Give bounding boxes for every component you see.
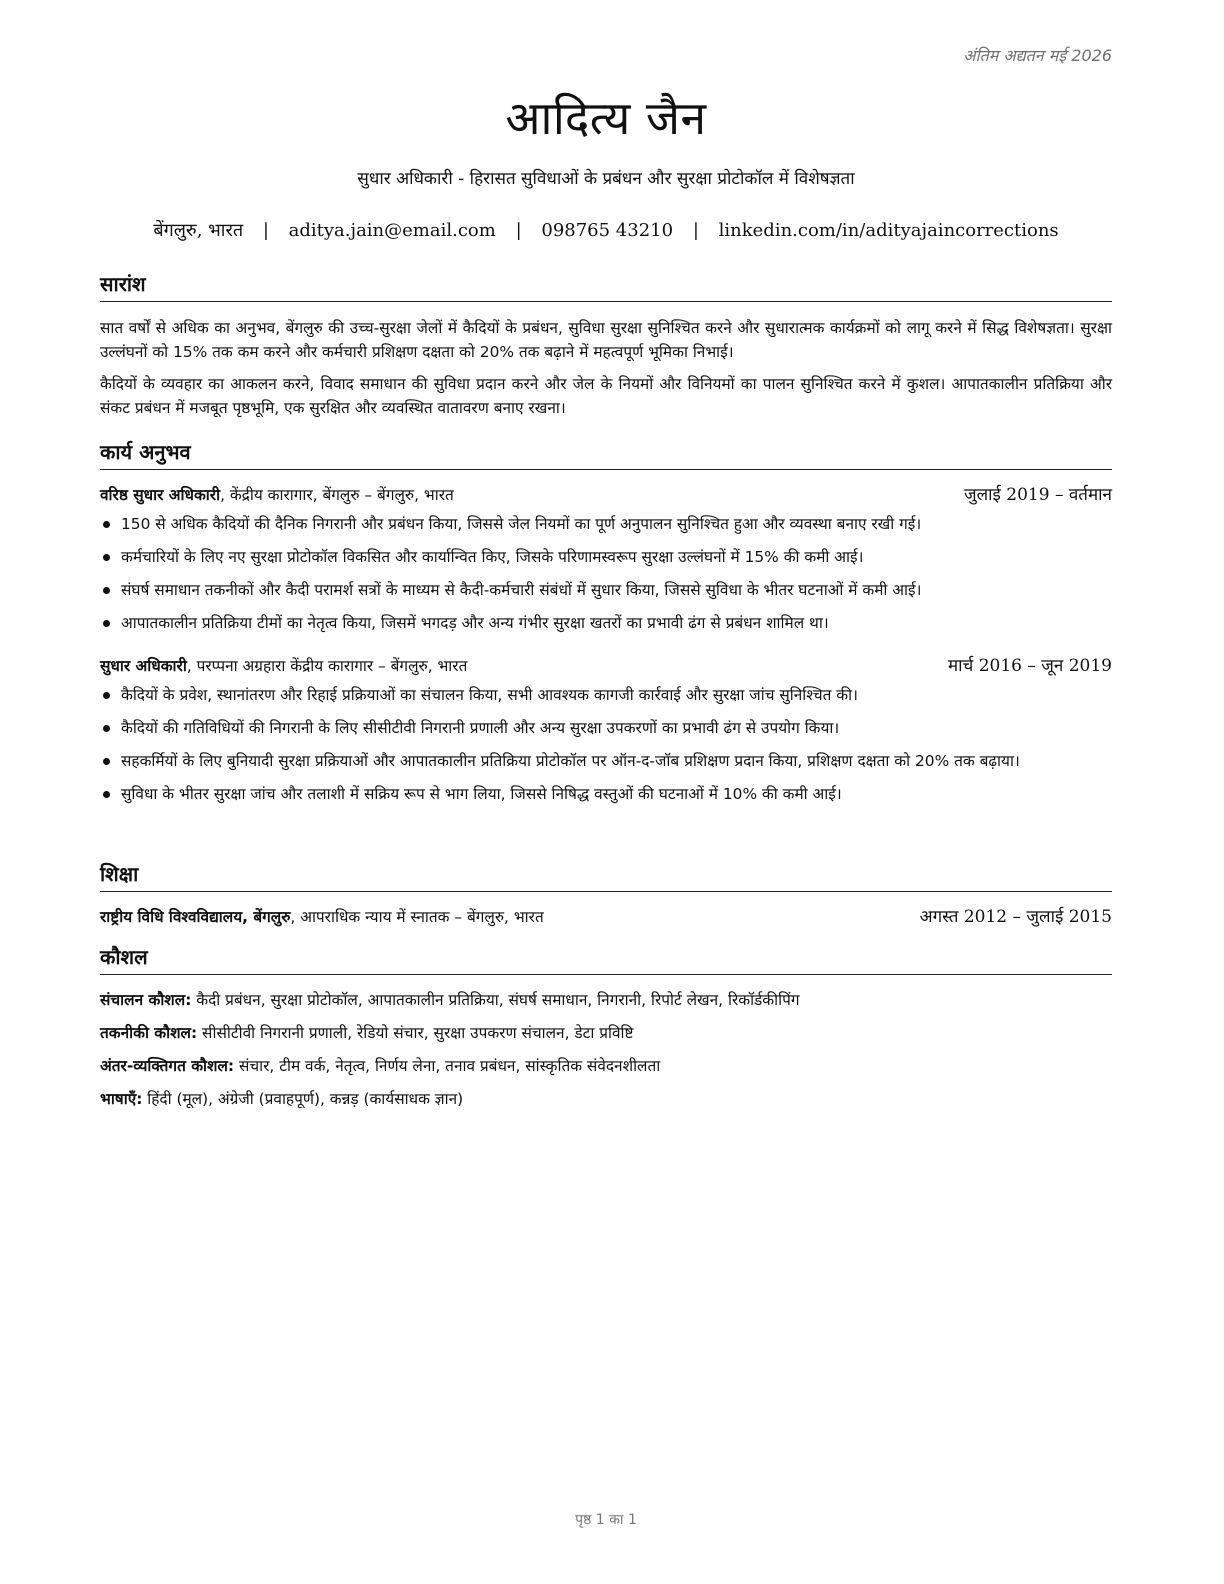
job-bullet [100, 611, 1112, 635]
job-role: सुधार अधिकारी [100, 657, 187, 675]
candidate-tagline: सुधार अधिकारी - हिरासत सुविधाओं के प्रबंधन और सुरक्षा प्रोटोकॉल में विशेषज्ञता [357, 169, 855, 189]
bullet-dot-icon [103, 521, 110, 528]
skills-heading: कौशल [100, 943, 1112, 975]
bullet-dot-icon [103, 692, 110, 699]
job-bullet-text: कैदियों के प्रवेश, स्थानांतरण और रिहाई प्रक्रियाओं का संचालन किया, सभी आवश्यक कागजी कार्रवाई और सुरक्षा जांच सुनिश्चित की। [121, 686, 858, 704]
contact-phone: 098765 43210 [541, 220, 674, 241]
skills-section [100, 943, 1112, 1121]
skill-value: संचार, टीम वर्क, नेतृत्व, निर्णय लेना, तनाव प्रबंधन, सांस्कृतिक संवेदनशीलता [234, 1057, 661, 1075]
job-role-line [100, 484, 454, 506]
job-bullet-text: आपातकालीन प्रतिक्रिया टीमों का नेतृत्व किया, जिसमें भगदड़ और अन्य गंभीर सुरक्षा खतरों का प्रभावी ढंग से प्रबंधन शामिल था। [121, 614, 829, 632]
contact-line [100, 218, 1112, 242]
job-bullet-text: 150 से अधिक कैदियों की दैनिक निगरानी और प्रबंधन किया, जिससे जेल नियमों का पूर्ण अनुपालन सुनिश्चित हुआ और व्यवस्था बनाए रखी गई। [121, 515, 922, 533]
contact-location: बेंगलुरु, भारत [153, 220, 244, 241]
job-header [100, 655, 1112, 677]
job-bullet [100, 716, 1112, 740]
skill-value: हिंदी (मूल), अंग्रेजी (प्रवाहपूर्ण), कन्नड़ (कार्यसाधक ज्ञान) [142, 1090, 464, 1108]
education-section [100, 860, 1112, 928]
job-bullet-list [100, 683, 1112, 806]
education-heading: शिक्षा [100, 860, 1112, 892]
job-role: वरिष्ठ सुधार अधिकारी [100, 486, 221, 504]
job-bullet [100, 512, 1112, 536]
summary-paragraph: सात वर्षों से अधिक का अनुभव, बेंगलुरु की उच्च-सुरक्षा जेलों में कैदियों के प्रबंधन, सुविधा सुरक्षा सुनिश्चित करने और सुधारात्मक कार्यक्रमों को लागू करने में सिद्ध विशेषज्ञता। सुरक्षा उल्लंघनों को 15% तक कम करने और कर्मचारी प्रशिक्षण दक्षता को 20% तक बढ़ाने में महत्वपूर्ण भूमिका निभाई। [100, 319, 1112, 361]
skill-label: अंतर-व्यक्तिगत कौशल: [100, 1057, 235, 1075]
summary-heading: सारांश [100, 270, 1112, 302]
resume-page [100, 0, 1112, 1584]
contact-linkedin[interactable]: linkedin.com/in/adityajaincorrections [718, 220, 1059, 241]
last-updated-label: अंतिम अद्यतन मई 2026 [963, 46, 1112, 65]
skill-value: कैदी प्रबंधन, सुरक्षा प्रोटोकॉल, आपातकालीन प्रतिक्रिया, संघर्ष समाधान, निगरानी, रिपोर्ट लेखन, रिकॉर्डकीपिंग [191, 991, 800, 1009]
bullet-dot-icon [103, 587, 110, 594]
skill-row [100, 1022, 1112, 1044]
job-entry [100, 484, 1112, 635]
job-bullet [100, 545, 1112, 569]
job-org: , केंद्रीय कारागार, बेंगलुरु – बेंगलुरु, भारत [220, 486, 454, 504]
education-dates: अगस्त 2012 – जुलाई 2015 [919, 907, 1112, 927]
experience-section [100, 438, 1112, 815]
skill-label: भाषाएँ: [100, 1090, 143, 1108]
bullet-dot-icon [103, 791, 110, 798]
job-bullet-text: सहकर्मियों के लिए बुनियादी सुरक्षा प्रक्रियाओं और आपातकालीन प्रतिक्रिया प्रोटोकॉल पर ऑन-द-जॉब प्रशिक्षण प्रदान किया, प्रशिक्षण दक्षता को 20% तक बढ़ाया। [121, 752, 1020, 770]
experience-heading: कार्य अनुभव [100, 438, 1112, 470]
job-bullet [100, 749, 1112, 773]
job-bullet [100, 578, 1112, 602]
bullet-dot-icon [103, 758, 110, 765]
job-bullet-text: सुविधा के भीतर सुरक्षा जांच और तलाशी में सक्रिय रूप से भाग लिया, जिससे निषिद्ध वस्तुओं की घटनाओं में 10% की कमी आई। [121, 785, 842, 803]
summary-section [100, 270, 1112, 428]
contact-separator: | [692, 220, 699, 241]
job-bullet-text: कैदियों की गतिविधियों की निगरानी के लिए सीसीटीवी निगरानी प्रणाली और अन्य सुरक्षा उपकरणों का प्रभावी ढंग से उपयोग किया। [121, 719, 840, 737]
candidate-name: आदित्य जैन [505, 91, 707, 145]
skill-row [100, 1088, 1112, 1110]
summary-paragraph: कैदियों के व्यवहार का आकलन करने, विवाद समाधान की सुविधा प्रदान करने और जेल के नियमों और विनियमों का पालन सुनिश्चित करने में कुशल। आपातकालीन प्रतिक्रिया और संकट प्रबंधन में मजबूत पृष्ठभूमि, एक सुरक्षित और व्यवस्थित वातावरण बनाए रखना। [100, 375, 1112, 417]
skill-label: संचालन कौशल: [100, 991, 192, 1009]
contact-separator: | [262, 220, 269, 241]
job-bullet [100, 683, 1112, 707]
skill-row [100, 989, 1112, 1011]
bullet-dot-icon [103, 620, 110, 627]
skill-label: तकनीकी कौशल: [100, 1024, 198, 1042]
job-bullet-text: संघर्ष समाधान तकनीकों और कैदी परामर्श सत्रों के माध्यम से कैदी-कर्मचारी संबंधों में सुधार किया, जिससे सुविधा के भीतर घटनाओं में कमी आई। [121, 581, 922, 599]
contact-email[interactable]: aditya.jain@email.com [288, 220, 496, 241]
page-number-footer: पृष्ठ 1 का 1 [575, 1512, 637, 1528]
contact-separator: | [515, 220, 522, 241]
skill-value: सीसीटीवी निगरानी प्रणाली, रेडियो संचार, सुरक्षा उपकरण संचालन, डेटा प्रविष्टि [197, 1024, 634, 1042]
job-dates: मार्च 2016 – जून 2019 [947, 656, 1112, 676]
job-bullet-text: कर्मचारियों के लिए नए सुरक्षा प्रोटोकॉल विकसित और कार्यान्वित किए, जिसके परिणामस्वरूप सुरक्षा उल्लंघनों में 15% की कमी आई। [121, 548, 864, 566]
bullet-dot-icon [103, 554, 110, 561]
job-entry [100, 655, 1112, 806]
bullet-dot-icon [103, 725, 110, 732]
job-bullet [100, 782, 1112, 806]
job-dates: जुलाई 2019 – वर्तमान [963, 485, 1112, 505]
job-bullet-list [100, 512, 1112, 635]
education-detail: , आपराधिक न्याय में स्नातक – बेंगलुरु, भारत [290, 908, 544, 926]
education-entry [100, 906, 1112, 928]
job-role-line [100, 655, 467, 677]
skill-row [100, 1055, 1112, 1077]
education-institution: राष्ट्रीय विधि विश्वविद्यालय, बेंगलुरु [100, 908, 291, 926]
education-line [100, 906, 544, 928]
job-header [100, 484, 1112, 506]
job-org: , परप्पना अग्रहारा केंद्रीय कारागार – बेंगलुरु, भारत [186, 657, 468, 675]
